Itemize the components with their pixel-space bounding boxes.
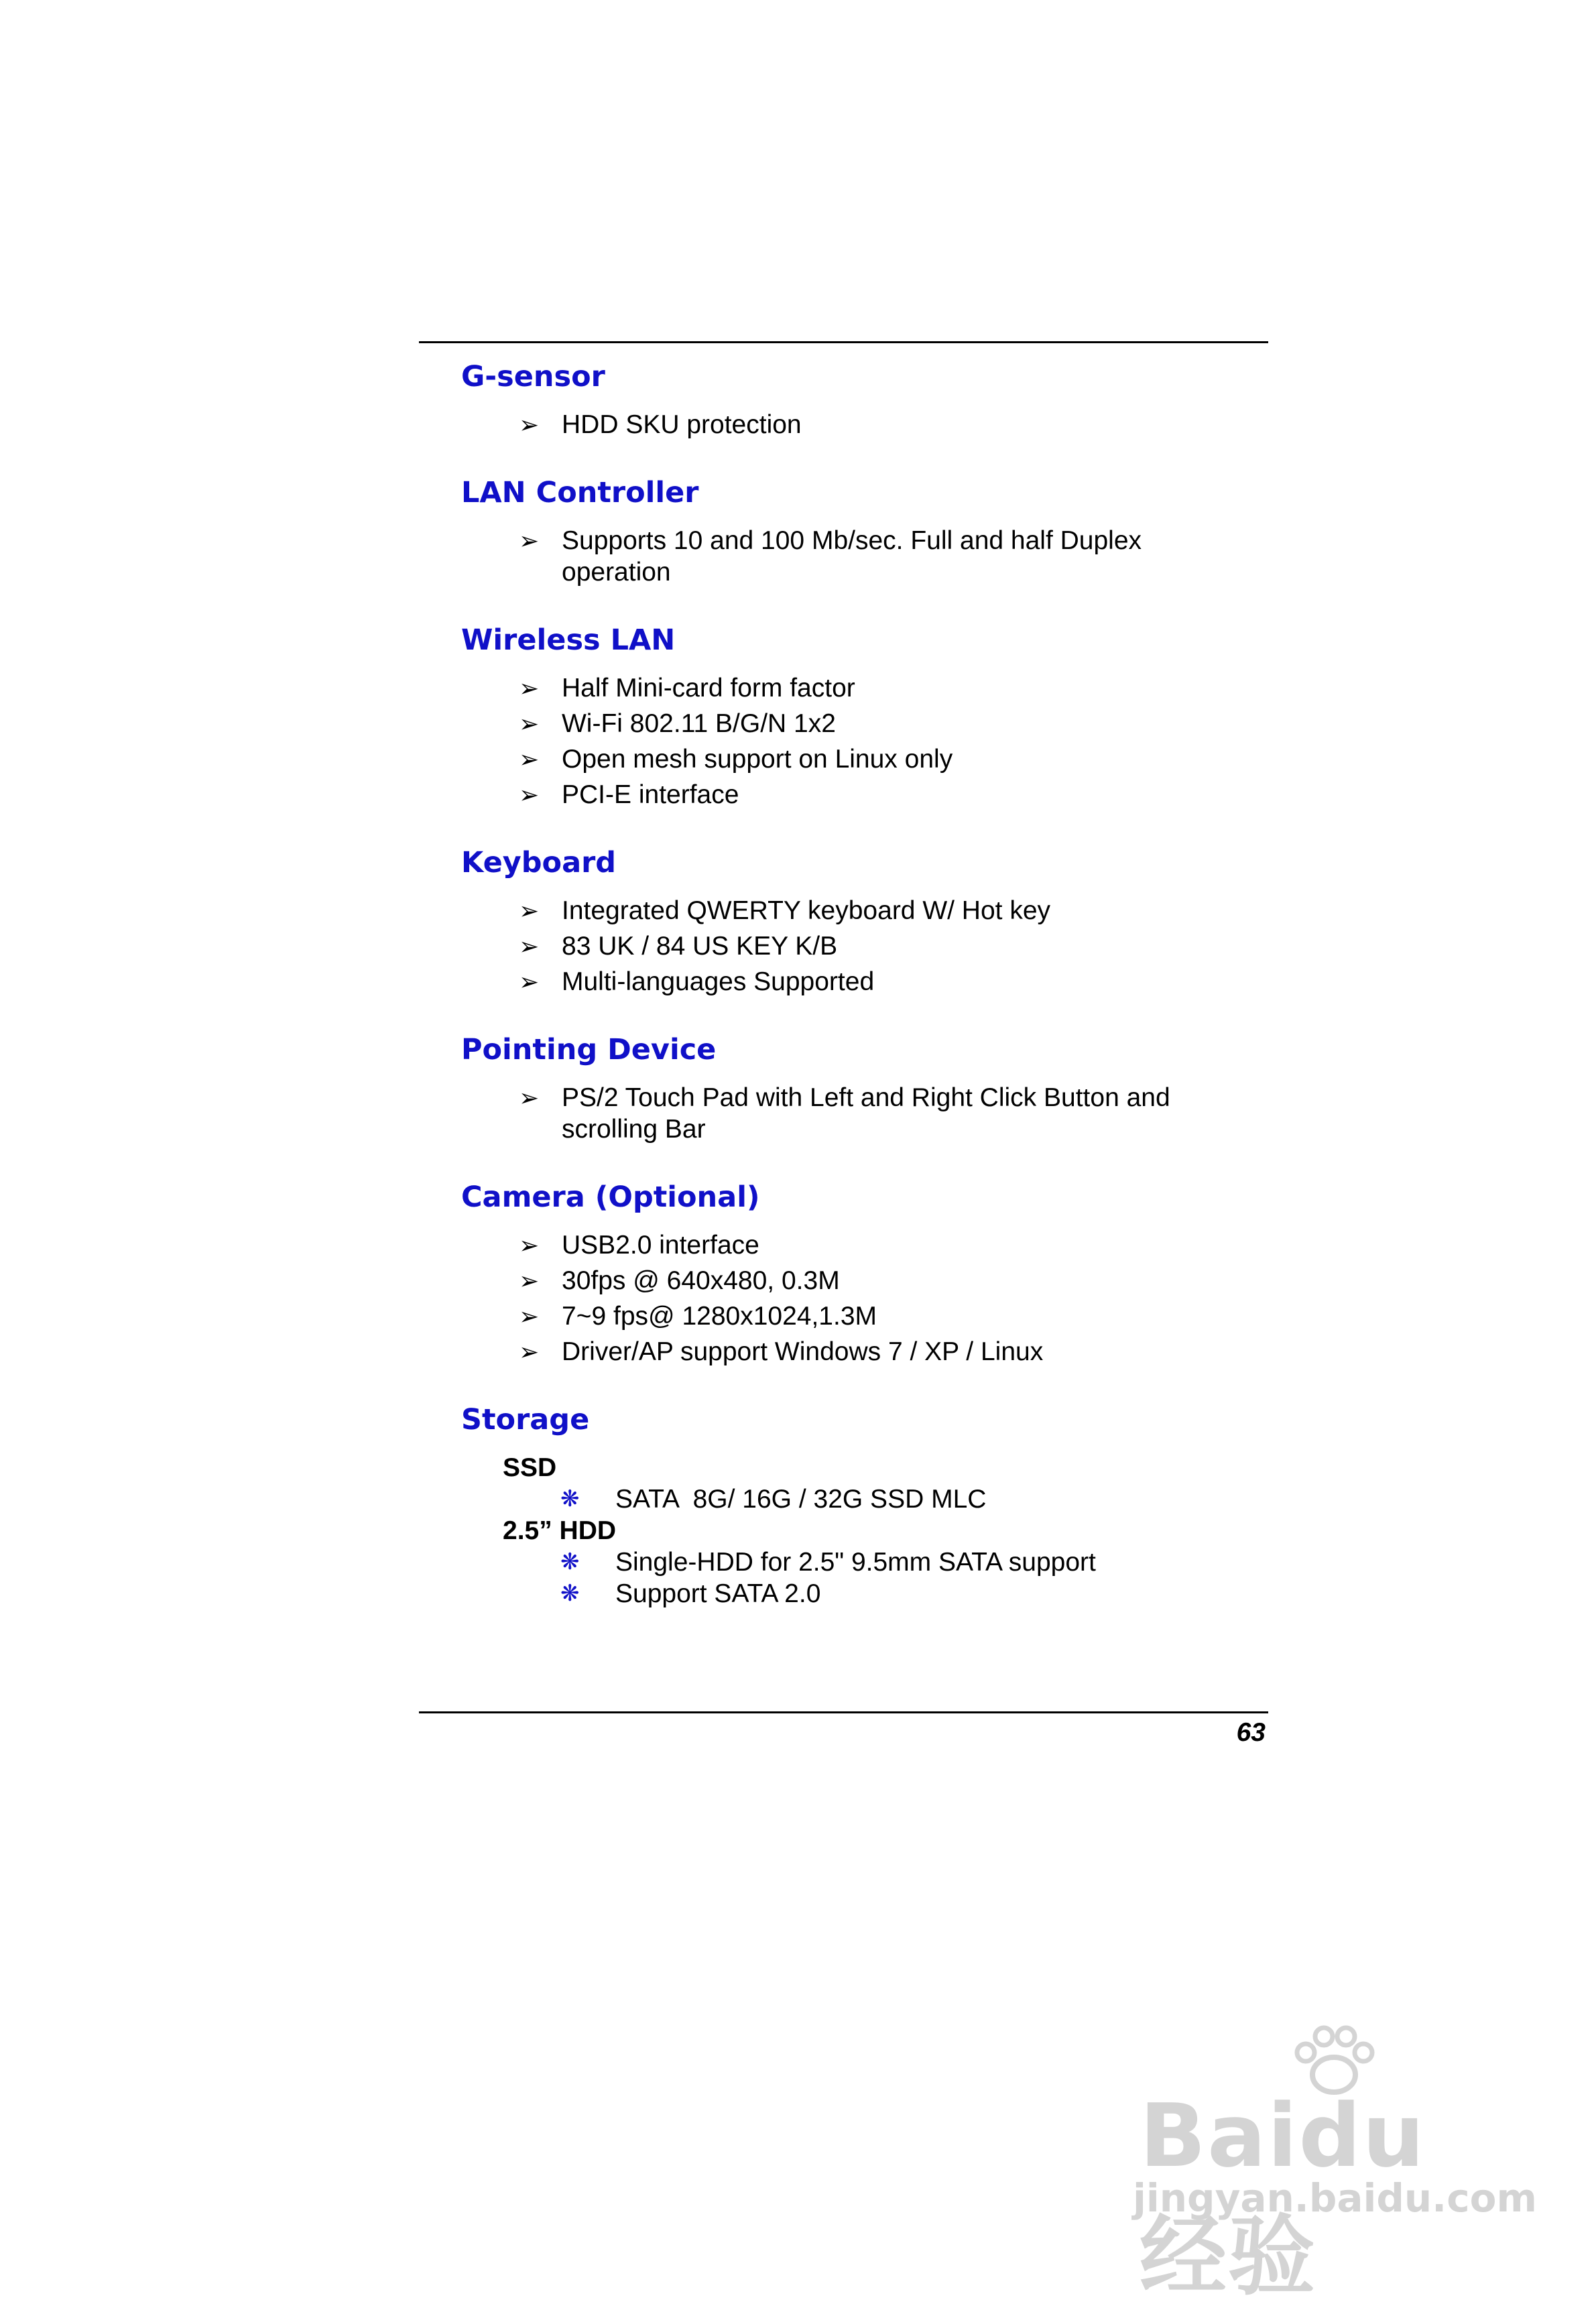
hdd-label: 2.5” HDD [503, 1516, 617, 1545]
list-item: ➢ 30fps @ 640x480, 0.3M [519, 1266, 840, 1295]
arrow-bullet-icon: ➢ [519, 745, 540, 773]
list-item: ➢ Driver/AP support Windows 7 / XP / Linux [519, 1337, 1044, 1366]
list-item: ❋ Single-HDD for 2.5" 9.5mm SATA support [560, 1548, 1096, 1577]
section-heading: Camera (Optional) [461, 1180, 760, 1214]
list-item: ➢ Wi-Fi 802.11 B/G/N 1x2 [519, 709, 836, 738]
section-heading: G-sensor [461, 360, 605, 393]
bullet-list [461, 1082, 1252, 1145]
section-heading: Pointing Device [461, 1033, 717, 1067]
arrow-bullet-icon: ➢ [519, 411, 540, 438]
list-item: ❋ Support SATA 2.0 [560, 1579, 821, 1608]
star-bullet-icon: ❋ [560, 1581, 580, 1606]
section-wireless-lan [461, 620, 1252, 810]
bullet-list [461, 672, 1252, 810]
list-item: ❋ SATA 8G/ 16G / 32G SSD MLC [560, 1485, 987, 1514]
list-item: ➢ Half Mini-card form factor [519, 674, 855, 703]
watermark-brand: Baidu 经验 [1140, 2085, 1426, 2307]
bullet-list [461, 895, 1252, 997]
list-item: ➢ 7~9 fps@ 1280x1024,1.3M [519, 1302, 877, 1331]
section-camera [461, 1177, 1252, 1367]
spec-content [461, 357, 1252, 1642]
arrow-bullet-icon: ➢ [519, 1267, 540, 1294]
section-heading: Storage [461, 1403, 590, 1437]
list-item: ➢ Integrated QWERTY keyboard W/ Hot key [519, 896, 1051, 925]
arrow-bullet-icon: ➢ [519, 897, 540, 924]
list-item: ➢ Multi-languages Supported [519, 967, 875, 996]
star-bullet-icon: ❋ [560, 1549, 580, 1575]
section-heading: LAN Controller [461, 476, 699, 509]
page-number: 63 [1236, 1718, 1266, 1747]
section-g-sensor [461, 357, 1252, 440]
ssd-label: SSD [503, 1453, 557, 1482]
arrow-bullet-icon: ➢ [519, 674, 540, 702]
arrow-bullet-icon: ➢ [519, 710, 540, 737]
bullet-list [461, 409, 1252, 440]
arrow-bullet-icon: ➢ [519, 527, 540, 554]
arrow-bullet-icon: ➢ [519, 1302, 540, 1330]
section-storage [461, 1400, 1252, 1609]
hdd-list [461, 1546, 1252, 1609]
star-bullet-icon: ❋ [560, 1486, 580, 1512]
list-item: ➢ HDD SKU protection [519, 410, 802, 439]
arrow-bullet-icon: ➢ [519, 968, 540, 995]
footer-rule [419, 1711, 1268, 1713]
arrow-bullet-icon: ➢ [519, 1084, 540, 1111]
arrow-bullet-icon: ➢ [519, 932, 540, 960]
section-pointing-device [461, 1030, 1252, 1145]
watermark-url: jingyan.baidu.com [1133, 2175, 1537, 2221]
header-rule [419, 341, 1268, 343]
list-item: ➢ Open mesh support on Linux only [519, 745, 953, 774]
list-item: ➢ Supports 10 and 100 Mb/sec. Full and half Duplex operation [519, 526, 1142, 587]
section-keyboard [461, 843, 1252, 997]
arrow-bullet-icon: ➢ [519, 1338, 540, 1365]
list-item: ➢ PCI-E interface [519, 780, 739, 809]
arrow-bullet-icon: ➢ [519, 781, 540, 808]
section-heading: Keyboard [461, 846, 617, 879]
list-item: ➢ USB2.0 interface [519, 1231, 759, 1260]
bullet-list [461, 1229, 1252, 1367]
ssd-list [461, 1483, 1252, 1515]
baidu-watermark [1133, 2024, 1537, 2307]
section-lan-controller [461, 473, 1252, 588]
list-item: ➢ PS/2 Touch Pad with Left and Right Click Button and scrolling Bar [519, 1083, 1170, 1144]
section-heading: Wireless LAN [461, 623, 676, 657]
list-item: ➢ 83 UK / 84 US KEY K/B [519, 932, 838, 961]
bullet-list [461, 525, 1252, 588]
arrow-bullet-icon: ➢ [519, 1231, 540, 1259]
